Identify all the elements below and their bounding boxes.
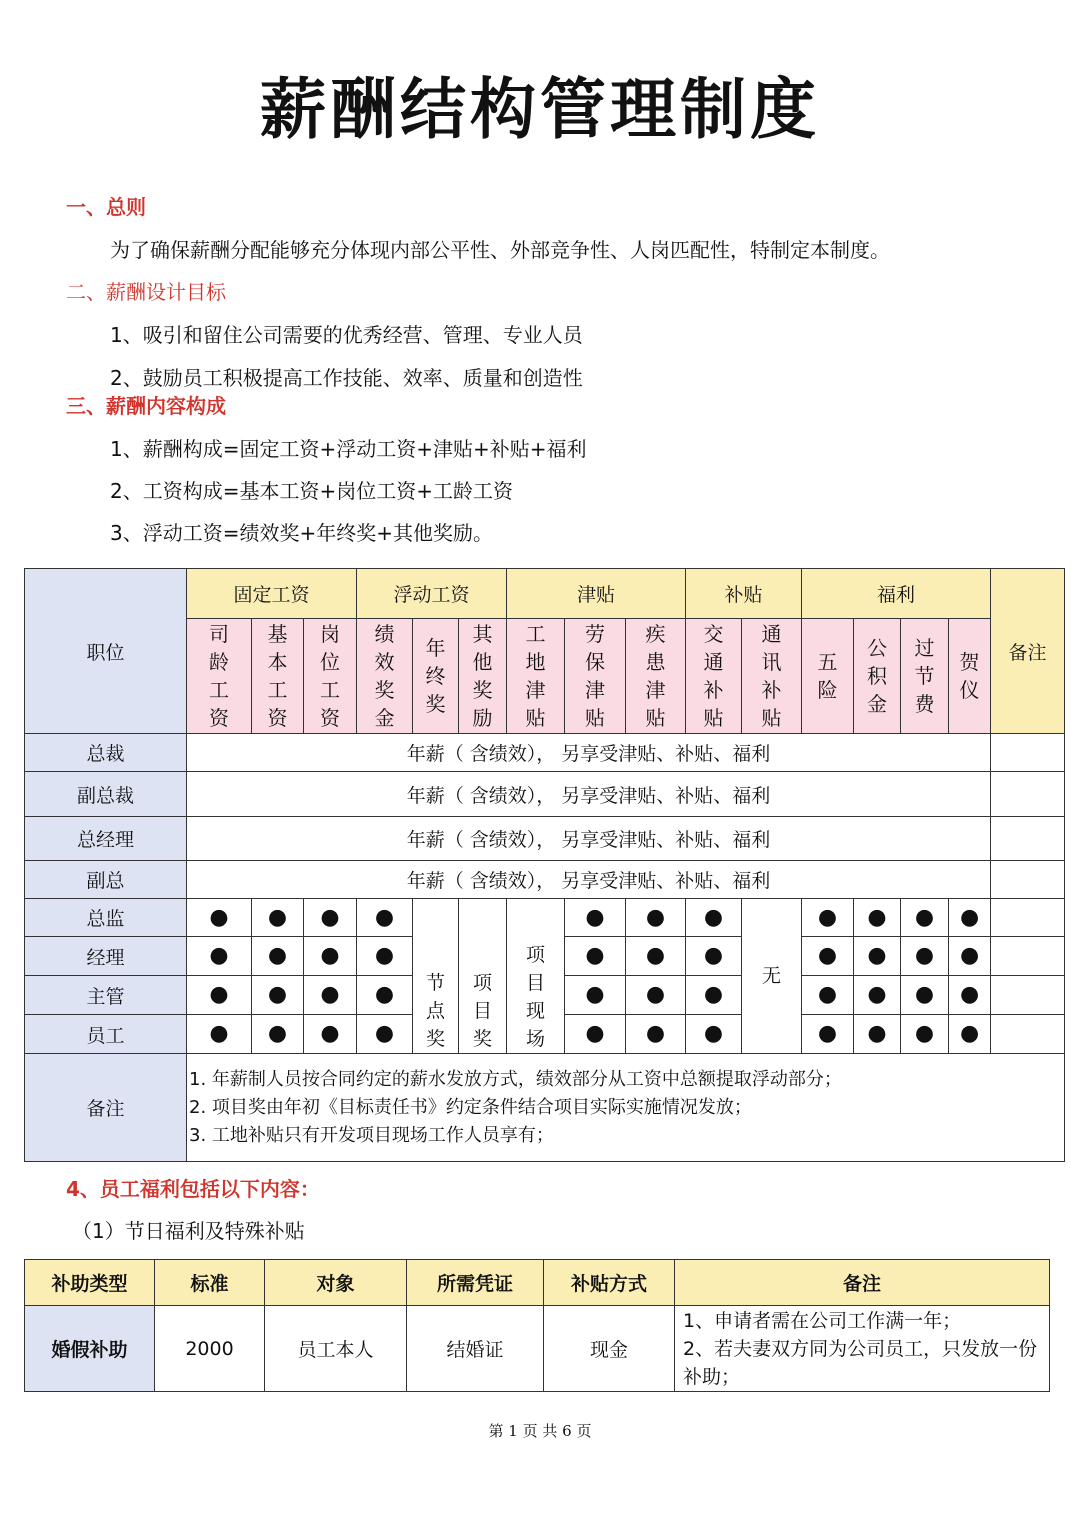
benefit-header-remark: 备注 (675, 1260, 1050, 1306)
dot-mark: ● (949, 899, 991, 937)
position-cell: 总经理 (25, 817, 187, 861)
benefit-remark-line: 2、若夫妻双方同为公司员工，只发放一份补助； (683, 1337, 1038, 1388)
exec-salary-note: 年薪（ 含绩效）， 另享受津贴、补贴、福利 (187, 772, 991, 817)
notes-cell (187, 1054, 1065, 1162)
dot-mark: ● (949, 1015, 991, 1054)
subcol-header: 贺仪 (949, 619, 991, 734)
subcol-header: 其他奖励 (459, 619, 507, 734)
subcol-header: 公积金 (854, 619, 901, 734)
dot-mark: ● (252, 976, 304, 1015)
note-line: 1. 年薪制人员按合同约定的薪水发放方式，绩效部分从工资中总额提取浮动部分； (189, 1068, 842, 1090)
note-line: 2. 项目奖由年初《目标责任书》约定条件结合项目实际实施情况发放； (189, 1096, 752, 1118)
subcol-header: 基本工资 (252, 619, 304, 734)
dot-mark: ● (565, 899, 626, 937)
dot-mark: ● (252, 1015, 304, 1054)
section-4-subtitle: （1）节日福利及特殊补贴 (72, 1219, 305, 1243)
dot-mark: ● (304, 1015, 357, 1054)
dot-mark: ● (626, 1015, 686, 1054)
position-cell: 副总裁 (25, 772, 187, 817)
position-header: 职位 (25, 569, 187, 734)
merged-cell (413, 899, 459, 1054)
dot-mark: ● (187, 937, 252, 976)
subcol-header: 过节费 (901, 619, 949, 734)
benefit-proof: 结婚证 (407, 1306, 544, 1392)
dot-mark: ● (357, 976, 413, 1015)
group-floating-salary: 浮动工资 (357, 569, 507, 619)
remark-cell (991, 817, 1065, 861)
subcol-header: 交通补贴 (686, 619, 742, 734)
benefit-header-proof: 所需凭证 (407, 1260, 544, 1306)
benefit-remarks (675, 1306, 1050, 1392)
group-allowance: 津贴 (507, 569, 686, 619)
benefit-remark-line: 1、申请者需在公司工作满一年； (683, 1309, 962, 1332)
subcol-header: 通讯补贴 (742, 619, 802, 734)
merged-cell-text: 项目奖 (472, 972, 492, 1050)
section-2-item: 1、吸引和留住公司需要的优秀经营、管理、专业人员 (110, 323, 583, 347)
section-4-title: 4、员工福利包括以下内容： (66, 1177, 320, 1201)
benefit-header-type: 补助类型 (25, 1260, 155, 1306)
dot-mark: ● (626, 937, 686, 976)
remark-header: 备注 (991, 569, 1065, 734)
dot-mark: ● (626, 976, 686, 1015)
merged-cell-text: 项目现场 (525, 944, 545, 1050)
position-cell: 副总 (25, 861, 187, 899)
dot-mark: ● (304, 899, 357, 937)
subcol-header: 绩效奖金 (357, 619, 413, 734)
dot-mark: ● (854, 1015, 901, 1054)
dot-mark: ● (901, 976, 949, 1015)
subcol-header: 岗位工资 (304, 619, 357, 734)
dot-mark: ● (802, 937, 854, 976)
dot-mark: ● (949, 976, 991, 1015)
dot-mark: ● (854, 976, 901, 1015)
benefit-method: 现金 (544, 1306, 675, 1392)
subcol-header: 工地津贴 (507, 619, 565, 734)
section-3-item: 3、浮动工资=绩效奖+年终奖+其他奖励。 (110, 521, 493, 545)
position-cell: 总监 (25, 899, 187, 937)
dot-mark: ● (187, 899, 252, 937)
position-cell: 总裁 (25, 734, 187, 772)
exec-salary-note: 年薪（ 含绩效）， 另享受津贴、补贴、福利 (187, 734, 991, 772)
dot-mark: ● (901, 937, 949, 976)
section-3-title: 三、薪酬内容构成 (66, 394, 226, 418)
benefit-header-method: 补贴方式 (544, 1260, 675, 1306)
dot-mark: ● (686, 976, 742, 1015)
dot-mark: ● (686, 1015, 742, 1054)
dot-mark: ● (626, 899, 686, 937)
group-subsidy: 补贴 (686, 569, 802, 619)
dot-mark: ● (901, 1015, 949, 1054)
position-cell: 员工 (25, 1015, 187, 1054)
subcol-header: 年终奖 (413, 619, 459, 734)
salary-structure-table (24, 568, 1065, 1162)
dot-mark: ● (357, 899, 413, 937)
dot-mark: ● (949, 937, 991, 976)
dot-mark: ● (565, 976, 626, 1015)
remark-cell (991, 861, 1065, 899)
dot-mark: ● (901, 899, 949, 937)
page-title: 薪酬结构管理制度 (260, 71, 820, 148)
remark-cell (991, 937, 1065, 976)
subcol-header: 劳保津贴 (565, 619, 626, 734)
benefit-standard: 2000 (155, 1306, 265, 1392)
dot-mark: ● (357, 937, 413, 976)
dot-mark: ● (304, 976, 357, 1015)
dot-mark: ● (565, 1015, 626, 1054)
dot-mark: ● (802, 899, 854, 937)
benefit-table (24, 1259, 1050, 1392)
dot-mark: ● (304, 937, 357, 976)
group-fixed-salary: 固定工资 (187, 569, 357, 619)
section-3-item: 2、工资构成=基本工资+岗位工资+工龄工资 (110, 479, 513, 503)
subcol-header: 疾患津贴 (626, 619, 686, 734)
subcol-header: 司龄工资 (187, 619, 252, 734)
dot-mark: ● (802, 976, 854, 1015)
position-cell: 经理 (25, 937, 187, 976)
dot-mark: ● (854, 899, 901, 937)
benefit-target: 员工本人 (265, 1306, 407, 1392)
dot-mark: ● (187, 1015, 252, 1054)
subcol-header: 五险 (802, 619, 854, 734)
position-cell: 主管 (25, 976, 187, 1015)
merged-cell (459, 899, 507, 1054)
dot-mark: ● (187, 976, 252, 1015)
section-1-title: 一、总则 (66, 195, 146, 219)
group-welfare: 福利 (802, 569, 991, 619)
note-line: 3. 工地补贴只有开发项目现场工作人员享有； (189, 1124, 554, 1146)
dot-mark: ● (686, 937, 742, 976)
benefit-header-standard: 标准 (155, 1260, 265, 1306)
merged-cell (742, 899, 802, 1054)
dot-mark: ● (565, 937, 626, 976)
dot-mark: ● (686, 899, 742, 937)
page-footer: 第 1 页 共 6 页 (488, 1422, 592, 1440)
merged-cell-text: 无 (762, 965, 782, 987)
section-3-item: 1、薪酬构成=固定工资+浮动工资+津贴+补贴+福利 (110, 437, 587, 461)
section-2-item: 2、鼓励员工积极提高工作技能、效率、质量和创造性 (110, 366, 583, 390)
remark-cell (991, 772, 1065, 817)
benefit-header-target: 对象 (265, 1260, 407, 1306)
exec-salary-note: 年薪（ 含绩效）， 另享受津贴、补贴、福利 (187, 861, 991, 899)
merged-cell (507, 899, 565, 1054)
dot-mark: ● (252, 899, 304, 937)
merged-cell-text: 节点奖 (425, 972, 445, 1050)
remark-cell (991, 734, 1065, 772)
remark-cell (991, 899, 1065, 937)
dot-mark: ● (357, 1015, 413, 1054)
notes-label: 备注 (25, 1054, 187, 1162)
benefit-type: 婚假补助 (25, 1306, 155, 1392)
dot-mark: ● (802, 1015, 854, 1054)
exec-salary-note: 年薪（ 含绩效）， 另享受津贴、补贴、福利 (187, 817, 991, 861)
dot-mark: ● (252, 937, 304, 976)
dot-mark: ● (854, 937, 901, 976)
section-1-text: 为了确保薪酬分配能够充分体现内部公平性、外部竞争性、人岗匹配性，特制定本制度。 (110, 238, 890, 262)
section-2-title: 二、薪酬设计目标 (66, 280, 226, 304)
remark-cell (991, 976, 1065, 1015)
remark-cell (991, 1015, 1065, 1054)
